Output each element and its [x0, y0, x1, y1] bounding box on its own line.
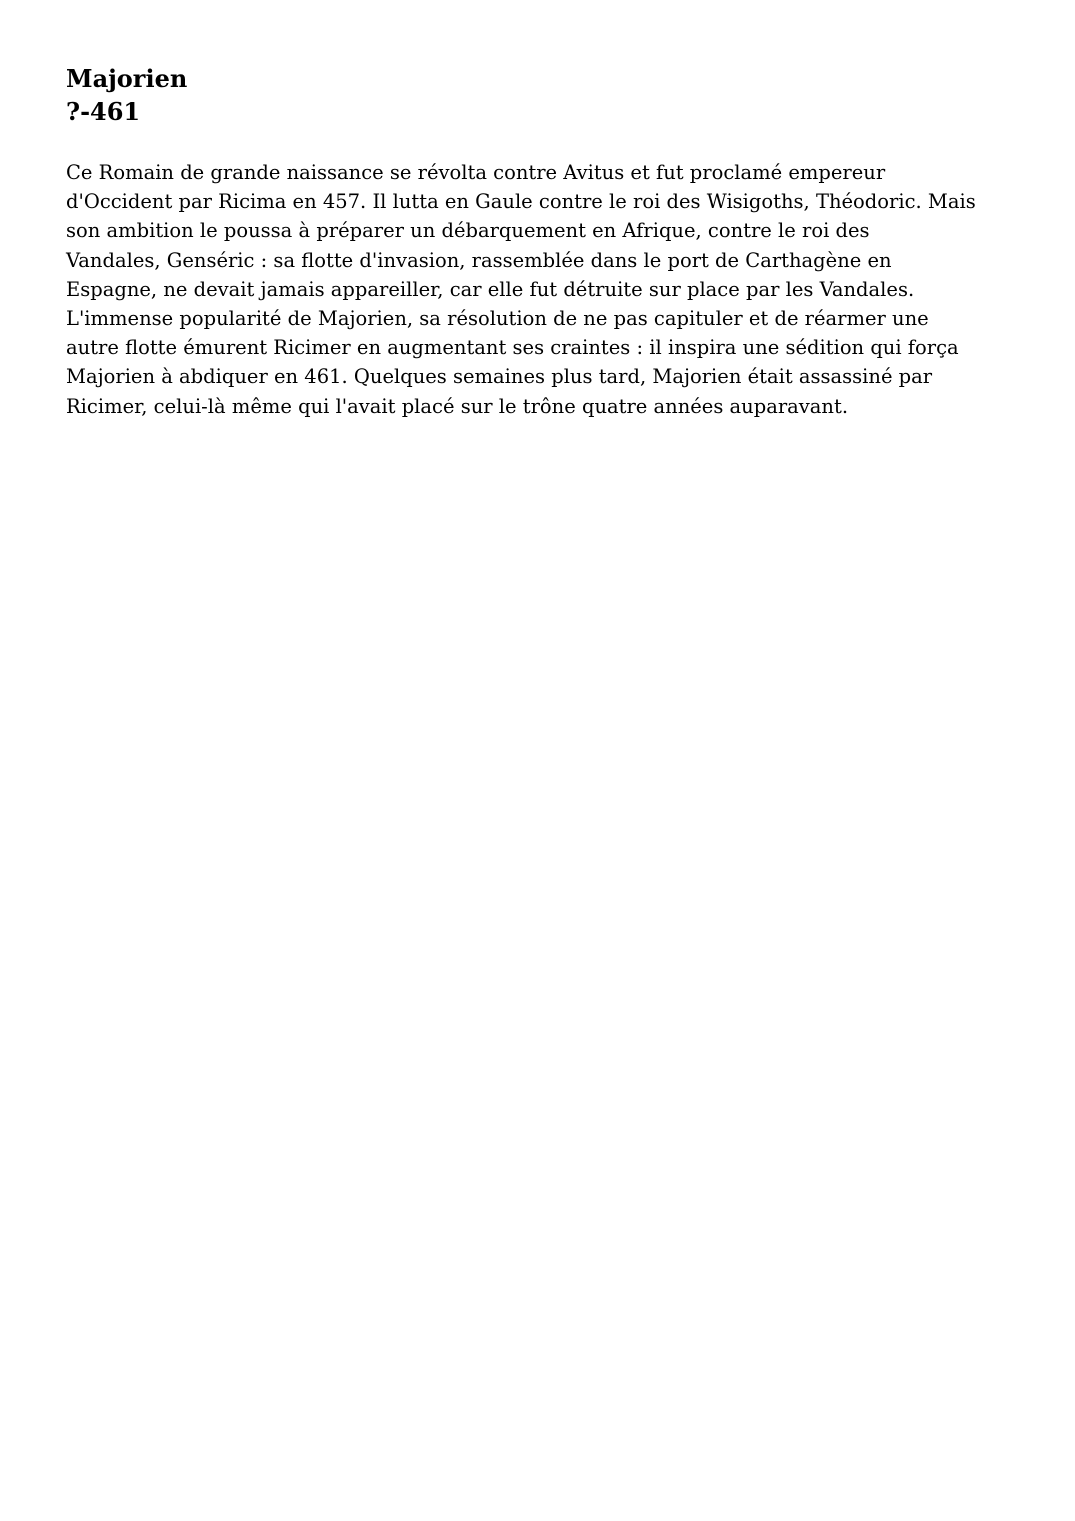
body-paragraph — [66, 158, 1026, 421]
document-page — [66, 62, 1026, 421]
body-line: Ricimer, celui-là même qui l'avait placé sur le trône quatre années auparavant. — [66, 394, 849, 418]
document-dates: ?-461 — [66, 97, 141, 126]
document-heading — [66, 62, 1026, 128]
body-line: Ce Romain de grande naissance se révolta contre Avitus et fut proclamé empereur — [66, 161, 886, 184]
body-line: Vandales, Genséric : sa flotte d'invasion, rassemblée dans le port de Carthagène en — [66, 248, 892, 272]
body-line: Majorien à abdiquer en 461. Quelques semaines plus tard, Majorien était assassiné par — [66, 365, 933, 389]
body-line: son ambition le poussa à préparer un débarquement en Afrique, contre le roi des — [66, 219, 870, 243]
body-line: Espagne, ne devait jamais appareiller, car elle fut détruite sur place par les Vandales. — [66, 277, 915, 301]
body-line: L'immense popularité de Majorien, sa résolution de ne pas capituler et de réarmer une — [66, 307, 929, 331]
body-line: autre flotte émurent Ricimer en augmentant ses craintes : il inspira une sédition qui força — [66, 336, 959, 360]
body-line: d'Occident par Ricima en 457. Il lutta en Gaule contre le roi des Wisigoths, Théodoric. Mais — [66, 190, 976, 214]
document-title: Majorien — [66, 64, 188, 93]
